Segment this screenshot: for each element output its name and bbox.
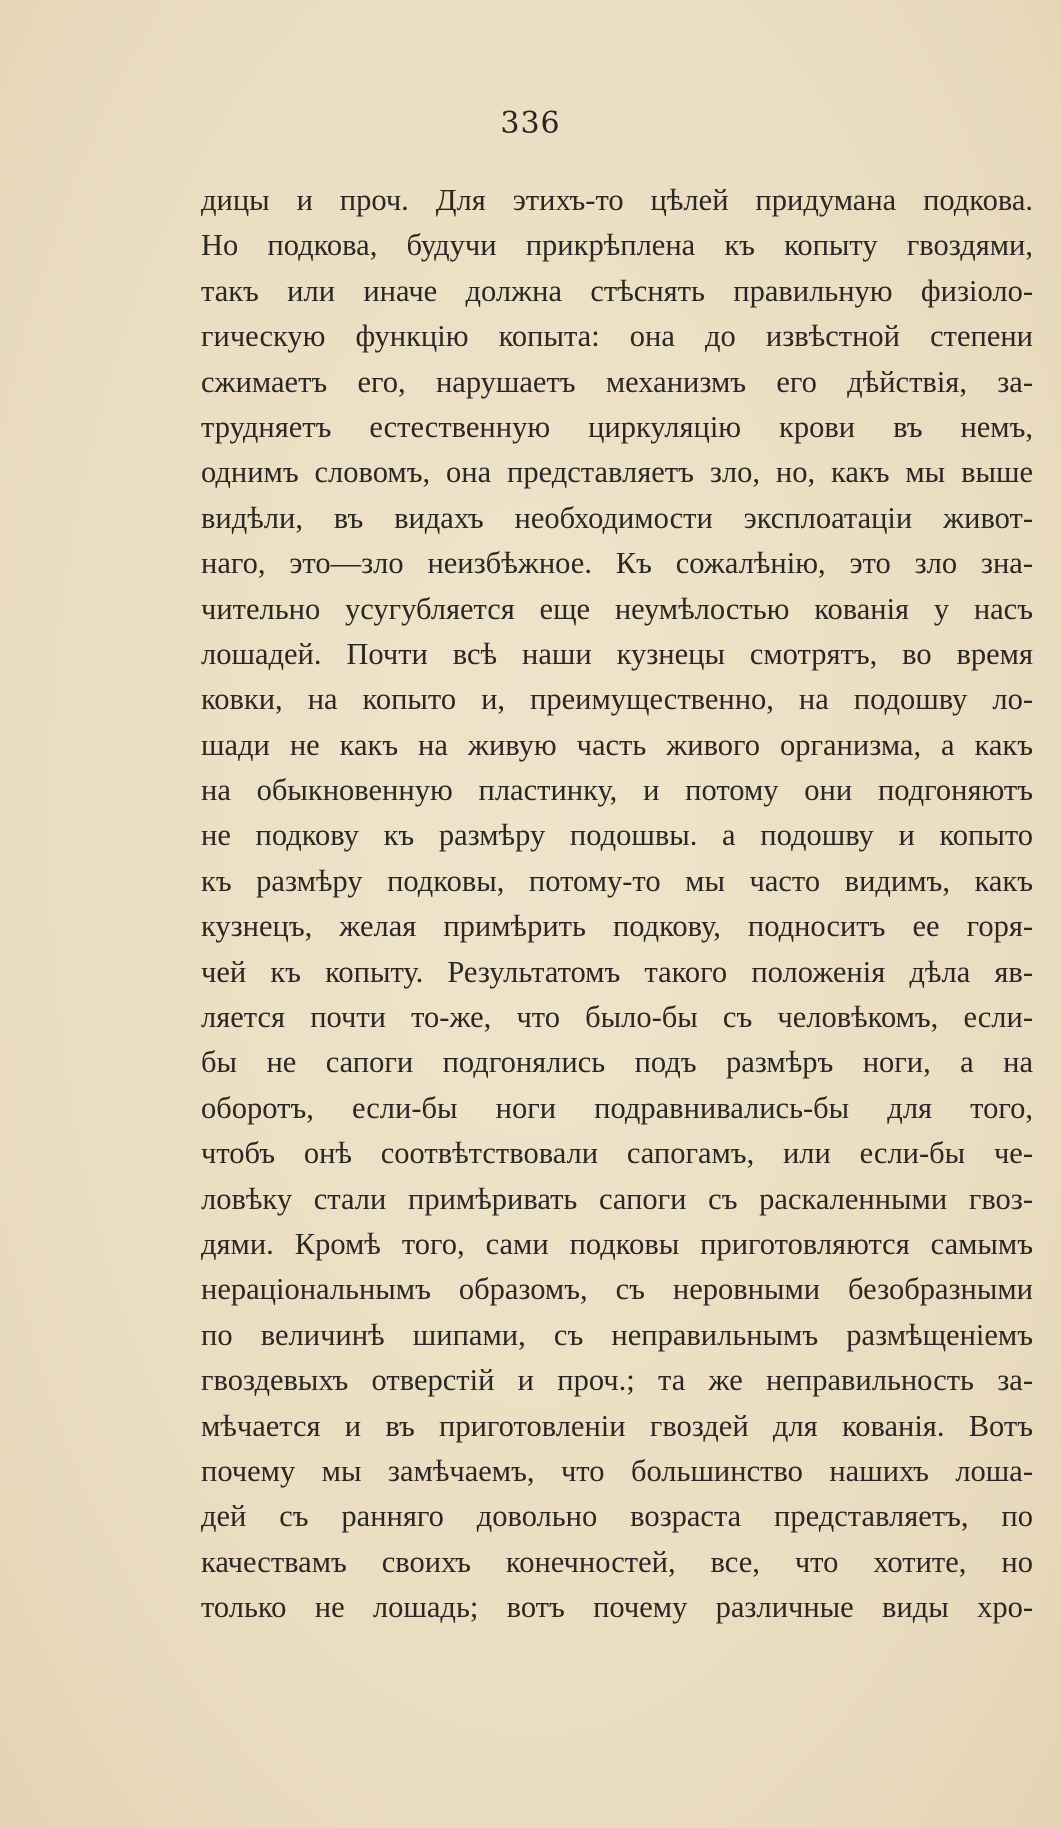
text-line: шади не какъ на живую часть живого организма, а какъ [201, 727, 1033, 762]
text-line: оборотъ, если-бы ноги подравнивались-бы для того, [201, 1090, 1033, 1125]
text-line: по величинѣ шипами, съ неправильнымъ размѣщеніемъ [201, 1317, 1033, 1352]
text-line: лошадей. Почти всѣ наши кузнецы смотрятъ, во время [201, 636, 1033, 671]
page-number: 336 [500, 106, 561, 141]
text-line: чительно усугубляется еще неумѣлостью кованія у насъ [201, 591, 1033, 626]
text-line: кузнецъ, желая примѣрить подкову, подноситъ ее горя- [201, 909, 1033, 944]
text-line: видѣли, въ видахъ необходимости эксплоатаціи живот- [201, 500, 1033, 535]
text-line: мѣчается и въ приготовленіи гвоздей для кованія. Вотъ [201, 1408, 1033, 1443]
text-line: бы не сапоги подгонялись подъ размѣръ ноги, а на [201, 1045, 1033, 1080]
text-line: наго, это—зло неизбѣжное. Къ сожалѣнію, это зло зна- [201, 546, 1033, 581]
text-line: на обыкновенную пластинку, и потому они подгоняютъ [201, 773, 1033, 808]
text-line: однимъ словомъ, она представляетъ зло, но, какъ мы выше [201, 455, 1033, 490]
text-line: нераціональнымъ образомъ, съ неровными безобразными [201, 1272, 1033, 1307]
text-line: только не лошадь; вотъ почему различные виды хро- [201, 1590, 1033, 1625]
text-line: дями. Кромѣ того, сами подковы приготовляются самымъ [201, 1226, 1033, 1261]
text-line: ляется почти то-же, что было-бы съ человѣкомъ, если- [201, 1000, 1033, 1035]
text-line: дей съ ранняго довольно возраста представляетъ, по [201, 1499, 1033, 1534]
text-line: ковки, на копыто и, преимущественно, на подошву ло- [201, 682, 1033, 717]
text-line: дицы и проч. Для этихъ-то цѣлей придумана подкова. [201, 183, 1033, 217]
text-line: чей къ копыту. Результатомъ такого положенія дѣла яв- [201, 954, 1033, 989]
text-line: гическую функцію копыта: она до извѣстной степени [201, 319, 1033, 354]
text-line: Но подкова, будучи прикрѣплена къ копыту гвоздями, [201, 228, 1033, 263]
text-line: чтобъ онѣ соотвѣтствовали сапогамъ, или если-бы че- [201, 1136, 1033, 1171]
text-line: такъ или иначе должна стѣснять правильную физіоло- [201, 273, 1033, 308]
body-text [201, 178, 1033, 1631]
text-line: ловѣку стали примѣривать сапоги съ раскаленными гвоз- [201, 1181, 1033, 1216]
text-line: къ размѣру подковы, потому-то мы часто видимъ, какъ [201, 863, 1033, 898]
text-line: гвоздевыхъ отверстій и проч.; та же неправильность за- [201, 1363, 1033, 1398]
text-line: сжимаетъ его, нарушаетъ механизмъ его дѣйствія, за- [201, 364, 1033, 399]
text-line: трудняетъ естественную циркуляцію крови въ немъ, [201, 409, 1033, 444]
text-line: качествамъ своихъ конечностей, все, что хотите, но [201, 1544, 1033, 1579]
text-line: почему мы замѣчаемъ, что большинство нашихъ лоша- [201, 1453, 1033, 1488]
text-line: не подкову къ размѣру подошвы. а подошву и копыто [201, 818, 1033, 853]
